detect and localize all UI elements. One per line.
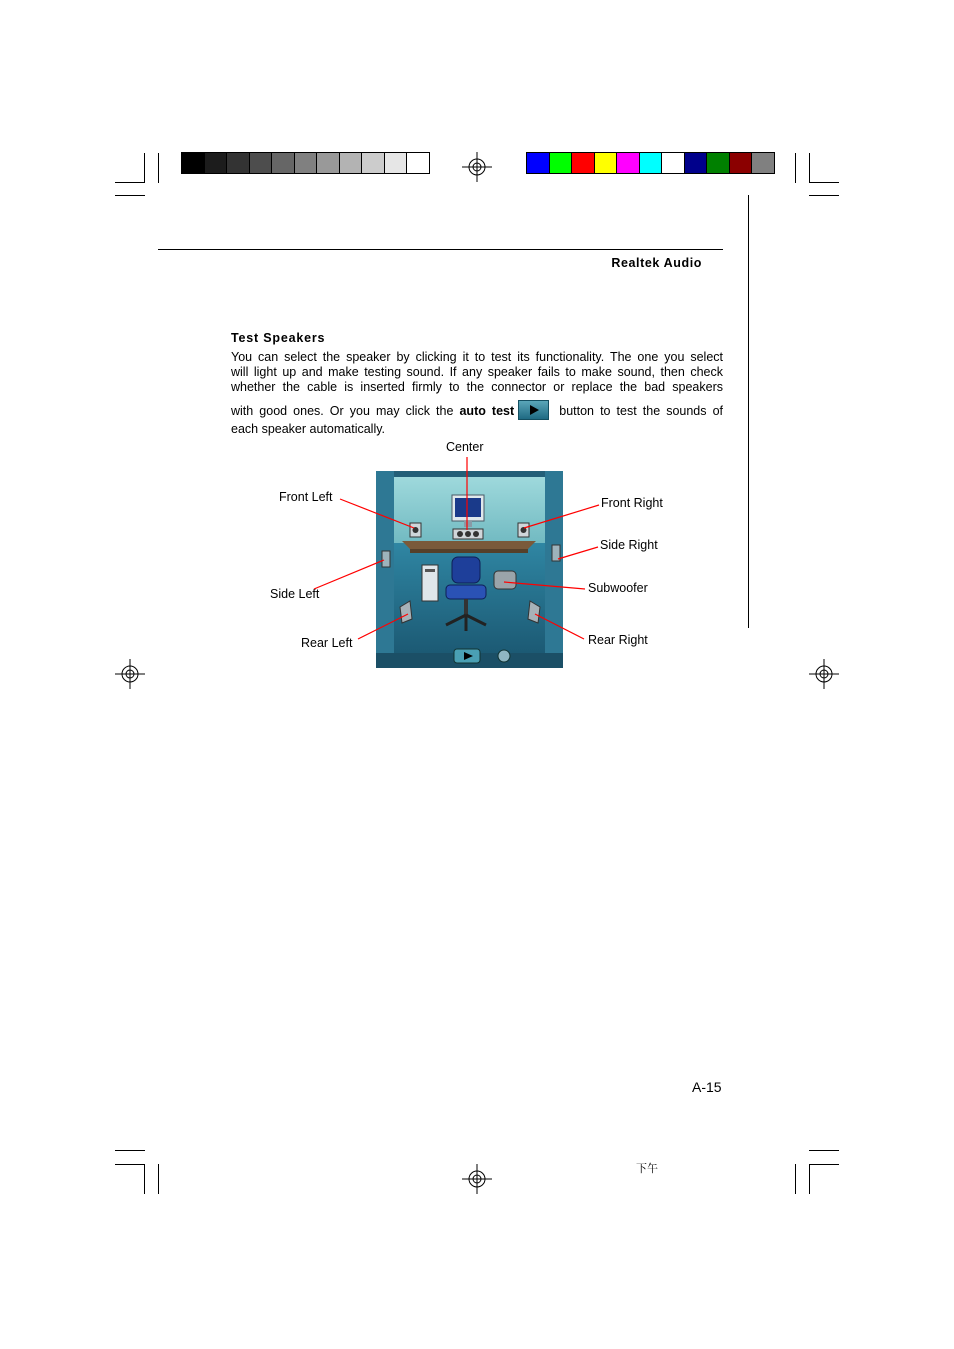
crop-mark	[795, 1164, 796, 1194]
label-side-left: Side Left	[270, 587, 320, 601]
label-rear-left: Rear Left	[301, 636, 353, 650]
leader-rear-right	[535, 614, 584, 639]
crop-mark	[144, 1164, 145, 1194]
paragraph-line: You can select the speaker by clicking it to test its functionality. The one you select	[231, 350, 723, 364]
crop-mark	[115, 1164, 145, 1165]
crop-mark	[809, 1164, 810, 1194]
running-header: Realtek Audio	[611, 256, 702, 270]
label-front-left: Front Left	[279, 490, 333, 504]
leader-front-right	[524, 505, 599, 528]
leader-subwoofer	[504, 582, 585, 589]
page-number: A-15	[692, 1079, 722, 1095]
registration-mark-icon	[462, 1164, 492, 1194]
crop-mark	[115, 1150, 145, 1151]
crop-mark	[809, 1164, 839, 1165]
label-side-right: Side Right	[600, 538, 658, 552]
label-subwoofer: Subwoofer	[588, 581, 648, 595]
crop-mark	[809, 1150, 839, 1151]
footer-print-mark: 下午	[636, 1163, 658, 1175]
paragraph-line: whether the cable is inserted firmly to the connector or replace the bad speakers	[231, 380, 723, 394]
leader-side-right	[558, 547, 598, 559]
section-title: Test Speakers	[231, 331, 326, 345]
label-rear-right: Rear Right	[588, 633, 648, 647]
paragraph-line: each speaker automatically.	[231, 422, 386, 436]
auto-test-term: auto test	[459, 404, 515, 418]
paragraph-text: button to test the sounds of	[559, 404, 724, 418]
paragraph-text: with good ones. Or you may click the	[231, 404, 454, 418]
leader-front-left	[340, 499, 414, 528]
paragraph-line: will light up and make testing sound. If any speaker fails to make sound, then check	[231, 365, 723, 379]
label-front-right: Front Right	[601, 496, 663, 510]
leader-side-left	[314, 560, 384, 589]
crop-mark	[158, 1164, 159, 1194]
leader-rear-left	[358, 614, 408, 639]
label-center: Center	[446, 440, 484, 454]
